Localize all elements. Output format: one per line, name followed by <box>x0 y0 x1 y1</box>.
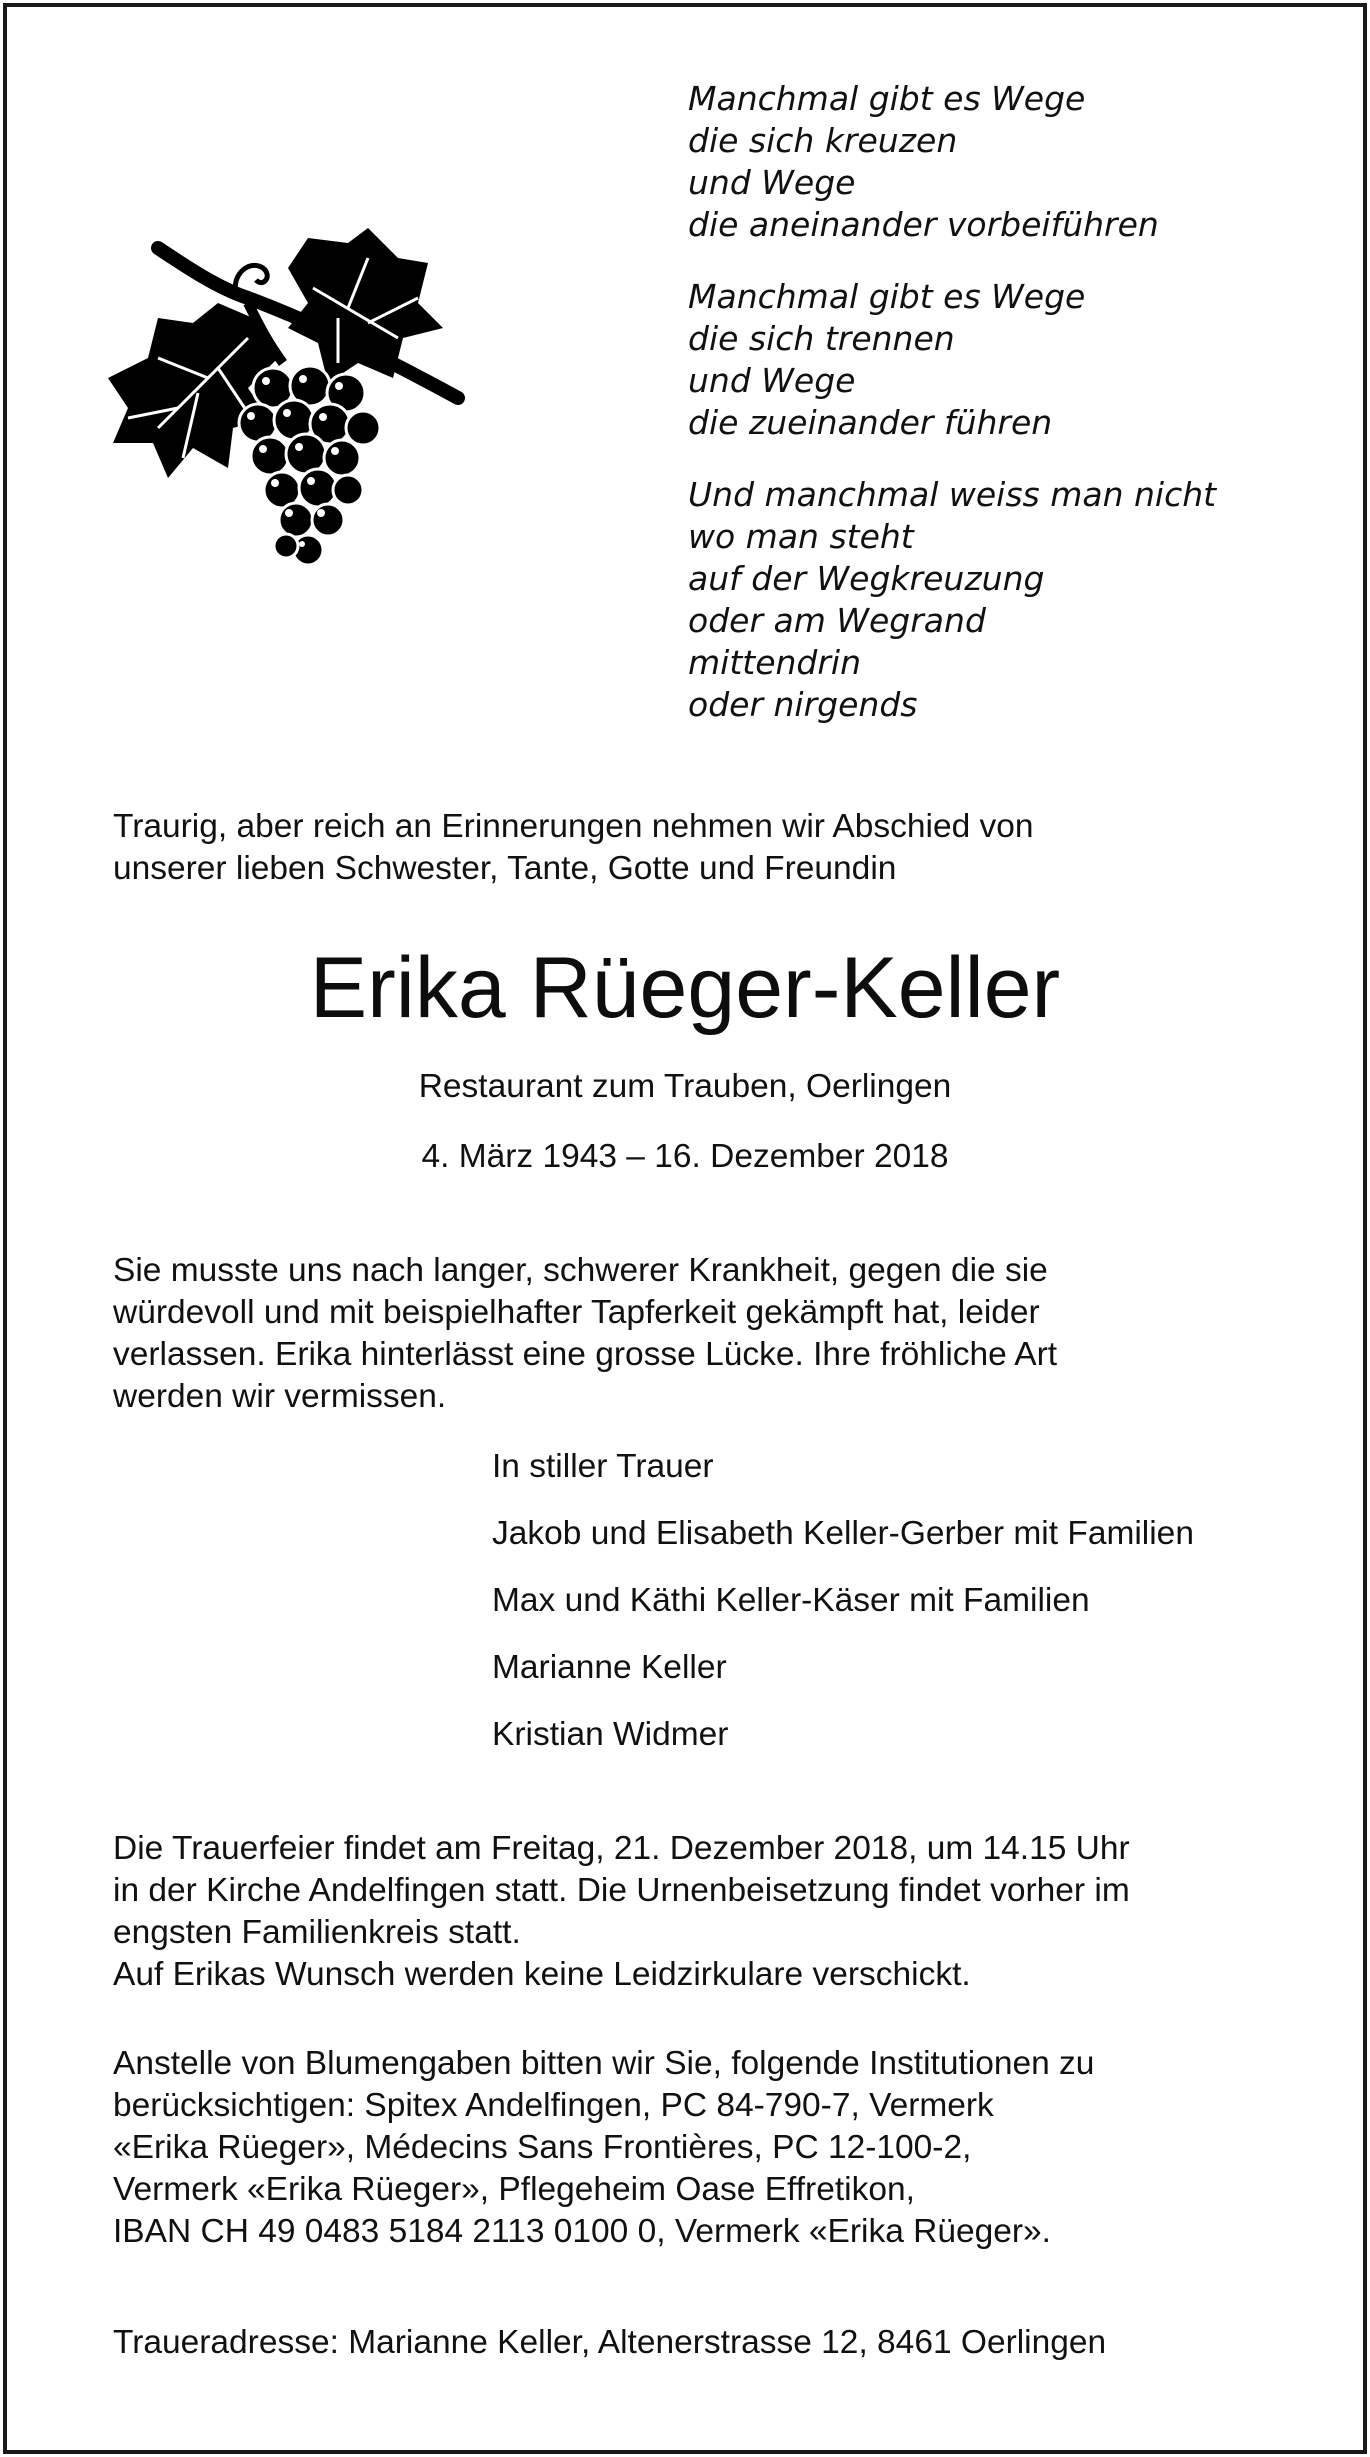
intro-text <box>113 806 1034 890</box>
paragraph-line: Anstelle von Blumengaben bitten wir Sie, folgende Institutionen zu <box>113 2045 1095 2082</box>
poem-stanza <box>688 276 1328 444</box>
tribute-paragraph <box>113 1250 1057 1418</box>
poem-line: die zueinander führen <box>688 403 1053 442</box>
paragraph-line: Die Trauerfeier findet am Freitag, 21. Dezember 2018, um 14.15 Uhr <box>113 1830 1130 1867</box>
poem <box>688 78 1328 756</box>
paragraph-line: berücksichtigen: Spitex Andelfingen, PC 84-790-7, Vermerk <box>113 2087 994 2124</box>
poem-stanza <box>688 474 1328 726</box>
poem-line: Und manchmal weiss man nicht <box>688 475 1217 514</box>
intro-line: Traurig, aber reich an Erinnerungen nehmen wir Abschied von <box>113 808 1034 845</box>
poem-line: mittendrin <box>688 643 862 682</box>
paragraph-line: werden wir vermissen. <box>113 1378 447 1415</box>
deceased-name: Erika Rüeger-Keller <box>309 940 1061 1036</box>
mourning-address: Traueradresse: Marianne Keller, Altenerstrasse 12, 8461 Oerlingen <box>113 2324 1107 2361</box>
paragraph-line: verlassen. Erika hinterlässt eine grosse Lücke. Ihre fröhliche Art <box>113 1336 1058 1373</box>
intro-line: unserer lieben Schwester, Tante, Gotte und Freundin <box>113 850 897 887</box>
grapevine-icon <box>98 228 468 598</box>
paragraph-line: Sie musste uns nach langer, schwerer Krankheit, gegen die sie <box>113 1252 1048 1289</box>
ceremony-paragraph <box>113 1828 1130 1996</box>
poem-stanza <box>688 78 1328 246</box>
mourners-list <box>492 1446 1194 1781</box>
deceased-dates: 4. März 1943 – 16. Dezember 2018 <box>421 1138 949 1175</box>
mourner-item: In stiller Trauer <box>492 1448 714 1485</box>
paragraph-line: IBAN CH 49 0483 5184 2113 0100 0, Vermerk «Erika Rüeger». <box>113 2213 1051 2250</box>
paragraph-line: «Erika Rüeger», Médecins Sans Frontières, PC 12-100-2, <box>113 2129 972 2166</box>
poem-line: die sich trennen <box>688 319 955 358</box>
poem-line: und Wege <box>688 163 856 202</box>
mourner-item: Marianne Keller <box>492 1649 727 1686</box>
poem-line: oder am Wegrand <box>688 601 986 640</box>
poem-line: und Wege <box>688 361 856 400</box>
poem-line: Manchmal gibt es Wege <box>688 79 1086 118</box>
mourner-item: Kristian Widmer <box>492 1716 729 1753</box>
paragraph-line: in der Kirche Andelfingen statt. Die Urnenbeisetzung findet vorher im <box>113 1872 1130 1909</box>
poem-line: die aneinander vorbeiführen <box>688 205 1159 244</box>
poem-line: wo man steht <box>688 517 914 556</box>
paragraph-line: Vermerk «Erika Rüeger», Pflegeheim Oase Effretikon, <box>113 2171 915 2208</box>
mourner-item: Jakob und Elisabeth Keller-Gerber mit Familien <box>492 1515 1194 1552</box>
paragraph-line: würdevoll und mit beispielhafter Tapferkeit gekämpft hat, leider <box>113 1294 1040 1331</box>
poem-line: Manchmal gibt es Wege <box>688 277 1086 316</box>
poem-line: oder nirgends <box>688 685 918 724</box>
paragraph-line: engsten Familienkreis statt. <box>113 1914 521 1951</box>
poem-line: auf der Wegkreuzung <box>688 559 1045 598</box>
paragraph-line: Auf Erikas Wunsch werden keine Leidzirkulare verschickt. <box>113 1956 971 1993</box>
mourner-item: Max und Käthi Keller-Käser mit Familien <box>492 1582 1090 1619</box>
donation-paragraph <box>113 2043 1094 2253</box>
deceased-subtitle: Restaurant zum Trauben, Oerlingen <box>418 1068 952 1105</box>
poem-line: die sich kreuzen <box>688 121 958 160</box>
